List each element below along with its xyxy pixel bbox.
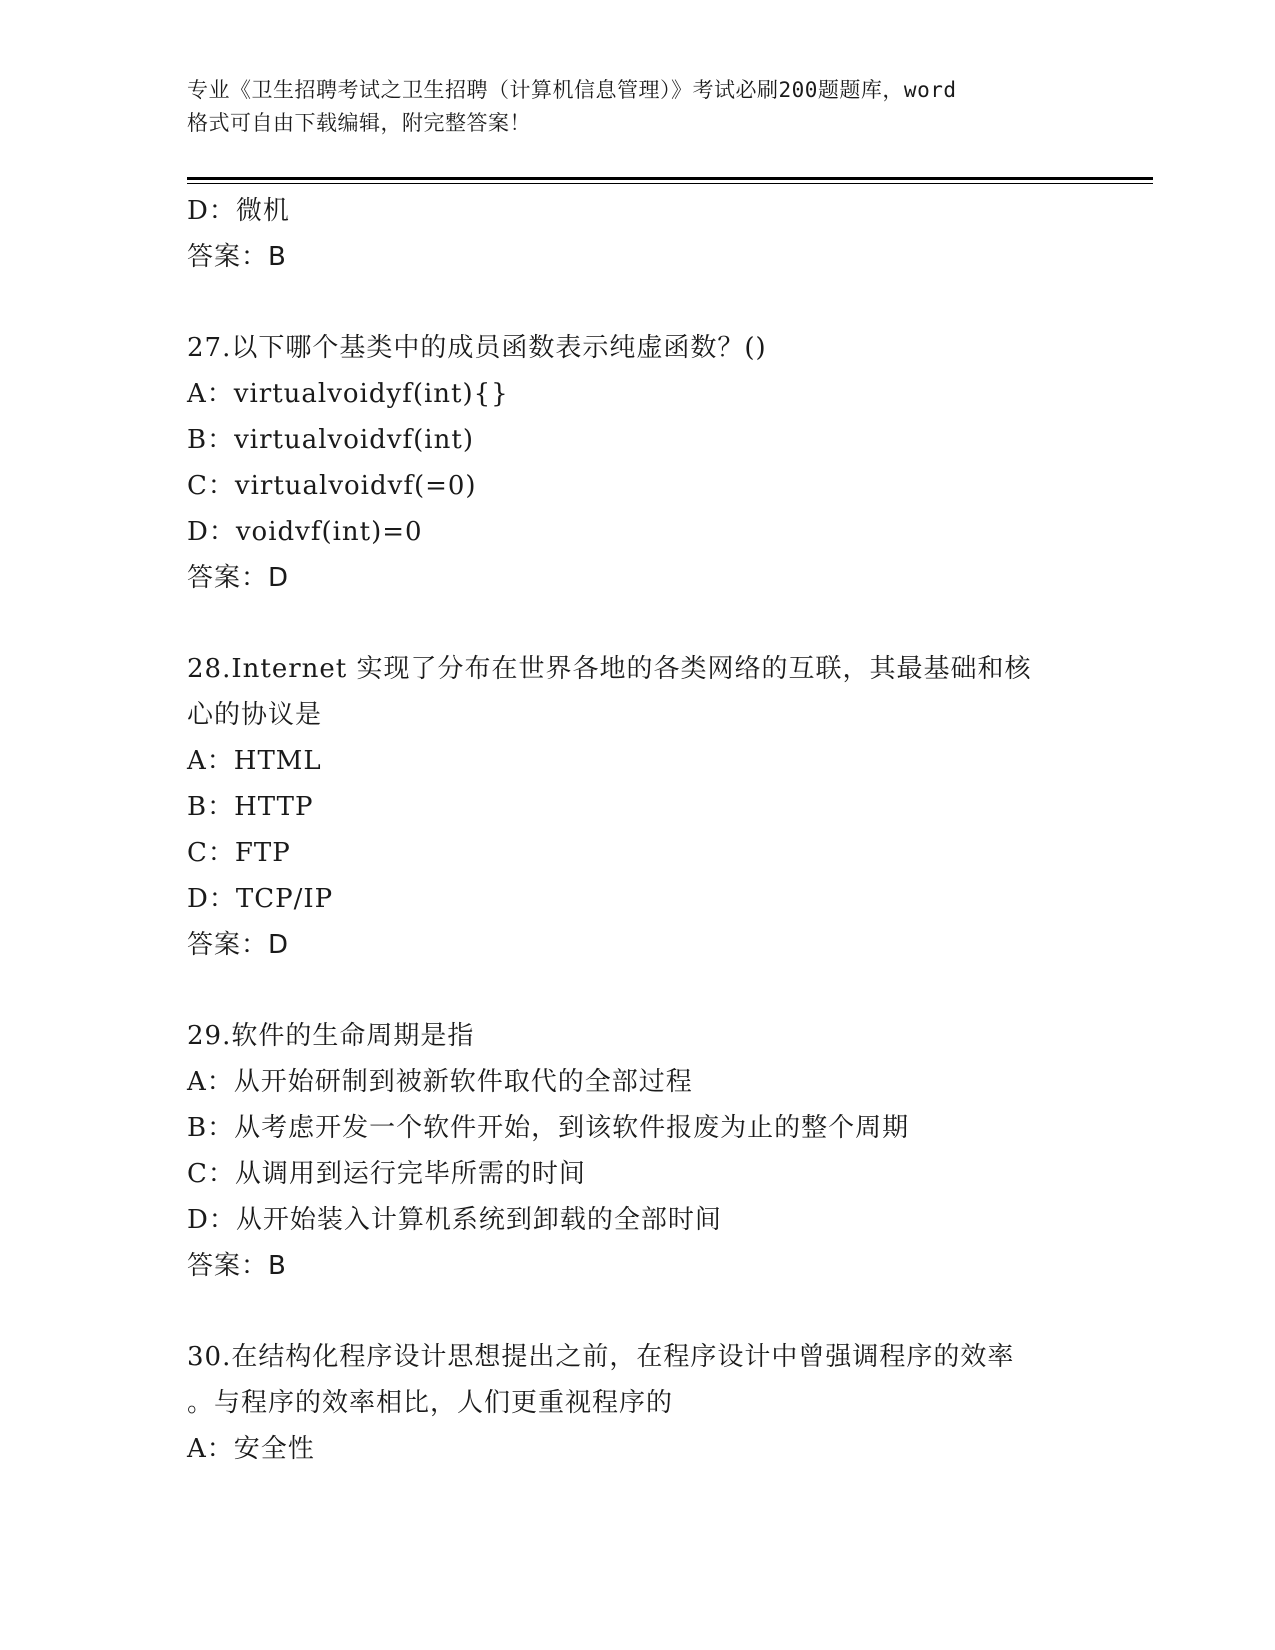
answer-line: 答案：D bbox=[187, 930, 290, 960]
option-b: B：从考虑开发一个软件开始，到该软件报废为止的整个周期 bbox=[187, 1113, 910, 1143]
option-a: A：安全性 bbox=[187, 1434, 315, 1464]
option-b: B：virtualvoidvf(int) bbox=[187, 425, 474, 455]
document-header bbox=[187, 74, 1087, 140]
option-a: A：从开始研制到被新软件取代的全部过程 bbox=[187, 1067, 693, 1097]
question-block-prev bbox=[187, 188, 1127, 280]
option-c: C：从调用到运行完毕所需的时间 bbox=[187, 1159, 586, 1189]
question-stem-line-2: 心的协议是 bbox=[187, 700, 323, 730]
question-block-29 bbox=[187, 1013, 1127, 1289]
spacer bbox=[187, 968, 1127, 1013]
option-c: C：virtualvoidvf(=0) bbox=[187, 471, 477, 501]
option-d: D：从开始装入计算机系统到卸载的全部时间 bbox=[187, 1205, 722, 1235]
option-c: C：FTP bbox=[187, 838, 291, 868]
question-stem-line-1: 28.Internet 实现了分布在世界各地的各类网络的互联，其最基础和核 bbox=[187, 654, 1032, 684]
option-a: A：HTML bbox=[187, 746, 322, 776]
spacer bbox=[187, 601, 1127, 646]
spacer bbox=[187, 1289, 1127, 1334]
question-stem: 29.软件的生命周期是指 bbox=[187, 1021, 475, 1051]
question-block-28 bbox=[187, 646, 1127, 968]
header-title-line-1: 专业《卫生招聘考试之卫生招聘（计算机信息管理）》考试必刷200题题库，word bbox=[187, 78, 957, 102]
answer-line: 答案：B bbox=[187, 1251, 287, 1281]
question-block-30 bbox=[187, 1334, 1127, 1472]
spacer bbox=[187, 280, 1127, 325]
header-divider-thick bbox=[187, 177, 1153, 180]
header-title-line-2: 格式可自由下载编辑，附完整答案！ bbox=[187, 111, 531, 135]
option-d: D：微机 bbox=[187, 196, 290, 226]
question-stem-line-1: 30.在结构化程序设计思想提出之前，在程序设计中曾强调程序的效率 bbox=[187, 1342, 1015, 1372]
answer-line: 答案：B bbox=[187, 242, 287, 272]
option-d: D：voidvf(int)=0 bbox=[187, 517, 423, 547]
header-divider-thin bbox=[187, 183, 1153, 184]
option-b: B：HTTP bbox=[187, 792, 314, 822]
answer-line: 答案：D bbox=[187, 563, 290, 593]
question-stem: 27.以下哪个基类中的成员函数表示纯虚函数？() bbox=[187, 333, 767, 363]
option-a: A：virtualvoidyf(int){} bbox=[187, 379, 509, 409]
question-stem-line-2: 。与程序的效率相比，人们更重视程序的 bbox=[187, 1388, 674, 1418]
option-d: D：TCP/IP bbox=[187, 884, 334, 914]
question-block-27 bbox=[187, 325, 1127, 601]
question-list bbox=[187, 188, 1127, 1472]
